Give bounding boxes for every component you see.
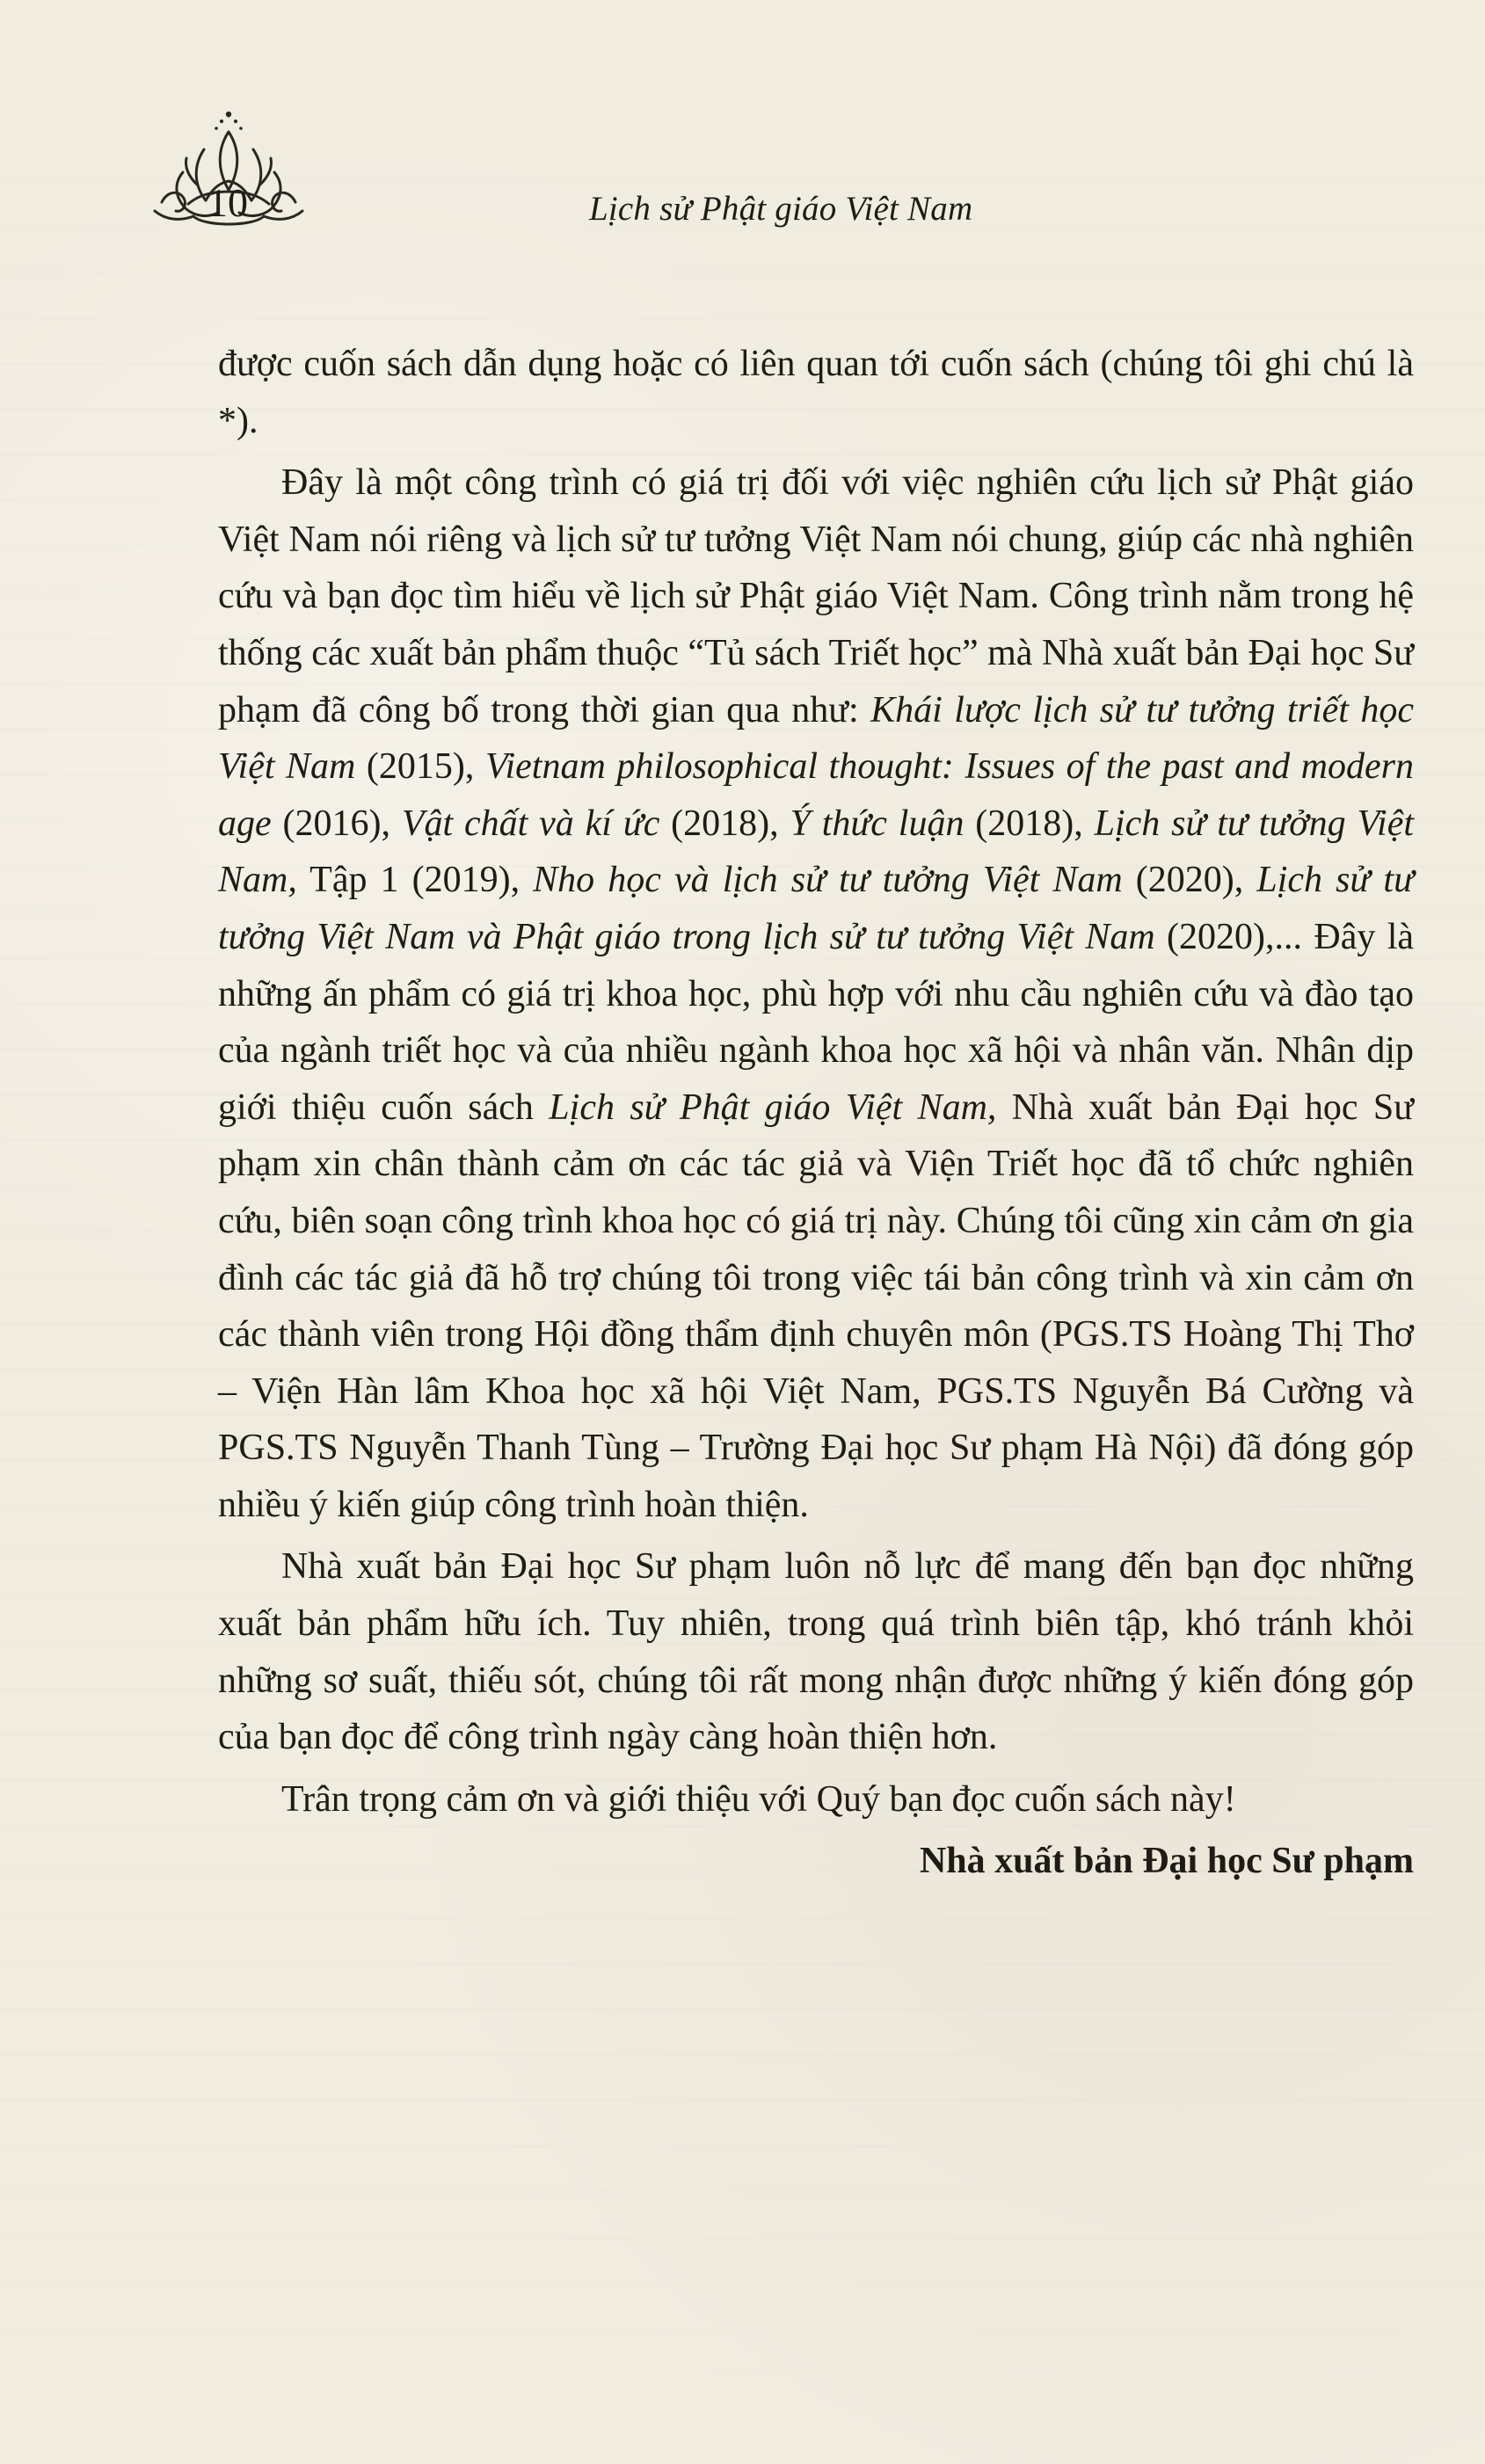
book-title: Lịch sử Phật giáo Việt Nam, — [549, 1087, 997, 1128]
work-title-6: Nho học và lịch sử tư tưởng Việt Nam — [533, 860, 1123, 901]
paragraph-1: được cuốn sách dẫn dụng hoặc có liên quan tới cuốn sách (chúng tôi ghi chú là *). — [218, 344, 1414, 441]
work-title-4: Ý thức luận — [790, 803, 965, 844]
work-year-6: (2020), — [1122, 860, 1257, 901]
page-header — [141, 97, 1389, 237]
paragraph-2-lead: Đây là một công trình có giá trị đối với việc nghiên cứu lịch sử Phật giáo Việt Nam nói riêng và lịch sử tư tưởng Việt Nam nói chung, giúp các nhà nghiên cứu và bạn đọc tìm hiểu về lịch sử Phật giáo Việt Nam. Công trình nằm trong hệ thống các xuất bản phẩm thuộc “Tủ sách Triết học” mà Nhà xuất bản Đại học Sư phạm đã công bố trong thời gian qua như: — [218, 462, 1414, 730]
paragraph-2 — [218, 454, 1414, 1533]
work-year-5: Tập 1 (2019), — [296, 860, 534, 901]
publisher-signature: Nhà xuất bản Đại học Sư phạm — [919, 1841, 1414, 1882]
work-title-7: Lịch sử tư tưởng Việt Nam và Phật giáo trong lịch sử tư tưởng Việt Nam — [218, 860, 1414, 957]
paragraph-4: Trân trọng cảm ơn và giới thiệu với Quý bạn đọc cuốn sách này! — [281, 1778, 1236, 1820]
work-title-2: Vietnam philosophical thought: Issues of the past and modern age — [218, 746, 1414, 844]
work-year-2: (2016), — [271, 803, 402, 844]
paragraph-2-tail: Nhà xuất bản Đại học Sư phạm xin chân thành cảm ơn các tác giả và Viện Triết học đã tổ chức nghiên cứu, biên soạn công trình khoa học có giá trị này. Chúng tôi cũng xin cảm ơn gia đình các tác giả đã hỗ trợ chúng tôi trong việc tái bản công trình và xin cảm ơn các thành viên trong Hội đồng thẩm định chuyên môn (PGS.TS Hoàng Thị Thơ – Viện Hàn lâm Khoa học xã hội Việt Nam, PGS.TS Nguyễn Bá Cường và PGS.TS Nguyễn Thanh Tùng – Trường Đại học Sư phạm Hà Nội) đã đóng góp nhiều ý kiến giúp công trình hoàn thiện. — [218, 1087, 1414, 1525]
work-title-3: Vật chất và kí ức — [401, 803, 660, 844]
work-title-5: Lịch sử tư tưởng Việt Nam, — [218, 803, 1415, 901]
page-number: 10 — [207, 180, 248, 225]
running-title: Lịch sử Phật giáo Việt Nam — [589, 190, 973, 228]
work-year-7: (2020),... Đây là những ấn phẩm có giá trị khoa học, phù hợp với nhu cầu nghiên cứu và đào tạo của ngành triết học và của nhiều ngành khoa học xã hội và nhân văn. Nhân dịp giới thiệu cuốn sách — [218, 916, 1414, 1128]
work-year-1: (2015), — [355, 746, 485, 788]
work-title-1: Khái lược lịch sử tư tưởng triết học Việt Nam — [218, 689, 1414, 788]
work-year-4: (2018), — [964, 803, 1095, 844]
paragraph-3: Nhà xuất bản Đại học Sư phạm luôn nỗ lực để mang đến bạn đọc những xuất bản phẩm hữu ích. Tuy nhiên, trong quá trình biên tập, khó tránh khỏi những sơ suất, thiếu sót, chúng tôi rất mong nhận được những ý kiến đóng góp của bạn đọc để công trình ngày càng hoàn thiện hơn. — [218, 1546, 1414, 1758]
main-text — [218, 336, 1414, 1889]
work-year-3: (2018), — [659, 803, 790, 844]
